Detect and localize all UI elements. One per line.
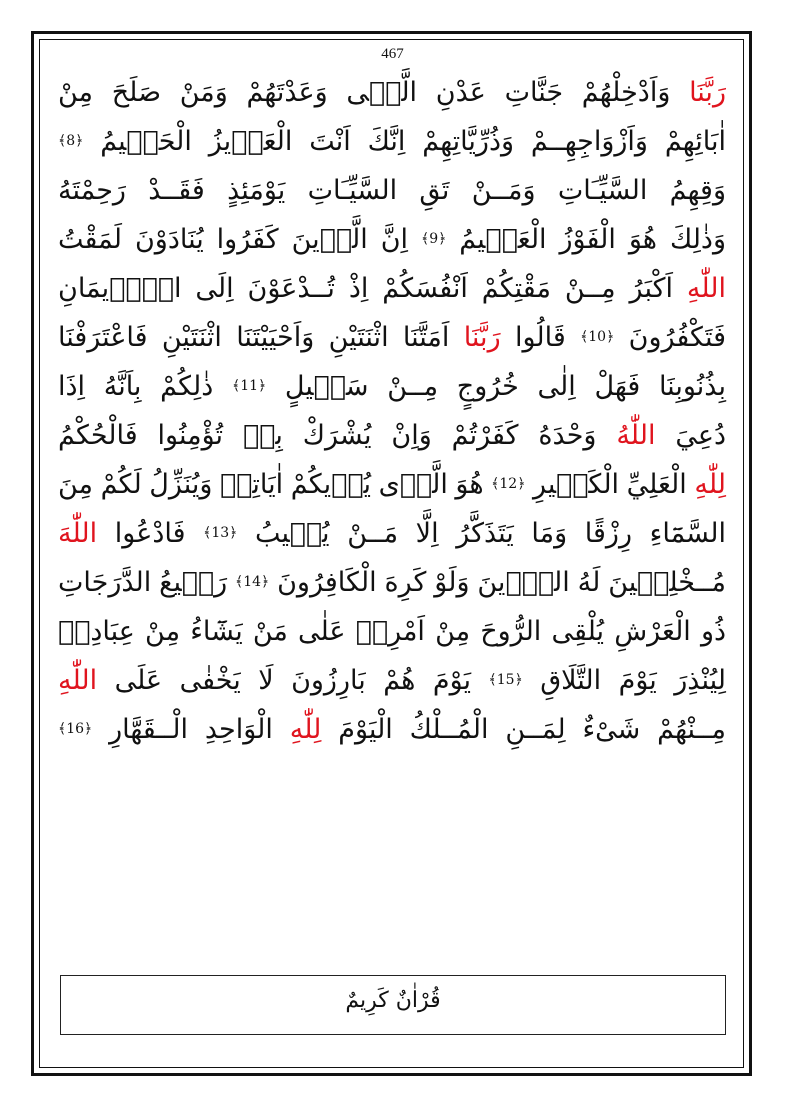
word: وَمَــنْ (471, 175, 536, 206)
ayah-number-marker: ﴿10﴾ (580, 329, 615, 345)
word: الْكَافِرُونَ (277, 567, 377, 598)
word: عَدْنِ (435, 77, 486, 108)
word: عِبَادِهٖ (58, 616, 135, 647)
divine-name-word: لِلّٰهِ (289, 714, 322, 745)
word: كَرِهَ (384, 567, 427, 598)
word: قَالُوا (514, 322, 566, 353)
word: اَنْفُسَكُمْ (382, 273, 468, 304)
word: وَاَزْوَاجِهِــمْ (530, 126, 648, 157)
word: بِهٖ (242, 420, 283, 451)
verse-line (58, 411, 726, 460)
divine-name-word: رَبَّنَا (689, 77, 726, 108)
word: مِنَ (58, 469, 94, 500)
word: عَلَى (114, 665, 163, 696)
footer-title: قُرْاٰنٌ كَرِيمٌ (345, 988, 441, 1013)
word: مِــنْ (387, 371, 439, 402)
word: رَفٖيعُ (159, 567, 228, 598)
word: ذُو (700, 616, 726, 647)
word: اٰيَاتِهٖ (219, 469, 284, 500)
word: اِلٰى (537, 371, 576, 402)
word: الْفَوْزُ (559, 224, 616, 255)
word: صَلَحَ (111, 77, 161, 108)
word: مَنْ (252, 616, 288, 647)
word: وَيُنَزِّلُ (149, 469, 213, 500)
ayah-number-marker: ﴿11﴾ (231, 378, 267, 394)
word: الْعَظٖيمُ (459, 224, 547, 255)
word: يُلْقِى (551, 616, 605, 647)
word: اِلَّا (415, 518, 439, 549)
word: وَاَدْخِلْهُمْ (581, 77, 671, 108)
word: الْوَاحِدِ (204, 714, 273, 745)
word: مُــخْلِصٖينَ (608, 567, 726, 598)
divine-name-word: اللّٰهَ (58, 518, 98, 549)
divine-name-word: اللّٰهُ (616, 420, 656, 451)
word: دُعِيَ (675, 420, 726, 451)
word: اِذَا (58, 371, 86, 402)
word: لِمَــنِ (505, 714, 566, 745)
ayah-number-marker: ﴿13﴾ (203, 525, 238, 541)
word: مِنْ (145, 616, 181, 647)
word: اِلَى (195, 273, 234, 304)
word: مَقْتِكُمْ (481, 273, 551, 304)
word: تَقِ (419, 175, 450, 206)
divine-name-word: لِلّٰهِ (694, 469, 726, 500)
footer-box (60, 975, 726, 1035)
word: كَفَرُوا (216, 224, 279, 255)
word: مِــنْ (564, 273, 616, 304)
word: هُوَ (455, 469, 484, 500)
word: فَاعْتَرَفْنَا (58, 322, 148, 353)
word: الْمُــلْكُ (409, 714, 489, 745)
word: الْيَوْمَ (338, 714, 393, 745)
ayah-number-marker: ﴿12﴾ (491, 476, 526, 492)
ayah-number-marker: ﴿9﴾ (421, 231, 447, 247)
word: وَاَحْيَيْتَنَا (236, 322, 315, 353)
verse-line (58, 264, 726, 313)
word: فَهَلْ (594, 371, 641, 402)
word: يَوْمَ (618, 665, 657, 696)
word: تُؤْمِنُوا (157, 420, 224, 451)
verse-line (58, 509, 726, 558)
word: وَذٰلِكَ (669, 224, 726, 255)
word: الْعَزٖيزُ (208, 126, 293, 157)
word: بِذُنُوبِنَا (658, 371, 726, 402)
word: يَشَٓاءُ (190, 616, 243, 647)
word: اٰبَائِهِمْ (664, 126, 726, 157)
verse-line (58, 313, 726, 362)
word: الَّتٖى (346, 77, 418, 108)
word: الَّذٖينَ (291, 224, 368, 255)
word: جَنَّاتِ (504, 77, 564, 108)
word: وَعَدْتَهُمْ (246, 77, 328, 108)
word: كَفَرْتُمْ (451, 420, 519, 451)
word: رَحِمْتَهُ (58, 175, 126, 206)
word: يَتَذَكَّرُ (456, 518, 514, 549)
ayah-number-marker: ﴿8﴾ (58, 133, 84, 149)
word: الْحَكٖيمُ (100, 126, 192, 157)
word: شَیْءٌ (582, 714, 641, 745)
verse-line (58, 656, 726, 705)
verse-line (58, 705, 726, 754)
word: فَتَكْفُرُونَ (628, 322, 726, 353)
word: يَوْمَ (432, 665, 472, 696)
word: التَّلَاقِ (540, 665, 602, 696)
word: الَّذٖى (378, 469, 448, 500)
divine-name-word: اللّٰهِ (686, 273, 726, 304)
word: لَا (258, 665, 274, 696)
word: وَذُرِّيَّاتِهِمْ (422, 126, 515, 157)
word: الرُّوحَ (480, 616, 542, 647)
word: تُــدْعَوْنَ (247, 273, 335, 304)
word: لَهُ (577, 567, 601, 598)
ayah-number-marker: ﴿14﴾ (234, 574, 270, 590)
word: مَــنْ (347, 518, 399, 549)
word: يُشْرَكْ (302, 420, 372, 451)
word: يَوْمَئِذٍ (227, 175, 286, 206)
word: يَخْفٰى (179, 665, 241, 696)
word: الدَّرَجَاتِ (58, 567, 152, 598)
word: فَادْعُوا (114, 518, 186, 549)
word: وَلَوْ (434, 567, 470, 598)
word: السَّيِّـَاتِ (557, 175, 648, 206)
word: اثْنَتَيْنِ (161, 322, 222, 353)
verse-line (58, 607, 726, 656)
verse-line (58, 460, 726, 509)
word: اثْنَتَيْنِ (328, 322, 389, 353)
word: مِنْ (435, 616, 471, 647)
word: الْعَلِيِّ (626, 469, 687, 500)
word: يُرٖيكُمْ (290, 469, 372, 500)
divine-name-word: رَبَّنَا (463, 322, 501, 353)
word: اَكْبَرُ (629, 273, 673, 304)
word: الْاٖيمَانِ (58, 273, 182, 304)
word: بِاَنَّهُ (103, 371, 142, 402)
word: وَمَا (531, 518, 568, 549)
word: يُنٖيبُ (254, 518, 330, 549)
quran-text-block (58, 68, 726, 754)
word: السَّيِّـَاتِ (307, 175, 398, 206)
word: رِزْقًا (584, 518, 632, 549)
word: وَحْدَهُ (538, 420, 597, 451)
word: الْعَرْشِ (614, 616, 691, 647)
word: الْكَبٖيرِ (532, 469, 620, 500)
ayah-number-marker: ﴿16﴾ (58, 721, 93, 737)
word: هُوَ (628, 224, 657, 255)
word: الْــقَهَّارِ (109, 714, 188, 745)
word: مِــنْهُمْ (657, 714, 726, 745)
word: الدّٖينَ (477, 567, 570, 598)
word: خُرُوجٍ (456, 371, 519, 402)
word: اِنَّ (380, 224, 409, 255)
word: فَالْحُكْمُ (58, 420, 138, 451)
word: فَقَــدْ (148, 175, 205, 206)
verse-line (58, 166, 726, 215)
verse-line (58, 558, 726, 607)
word: مِنْ (58, 77, 94, 108)
word: اِذْ (348, 273, 369, 304)
verse-line (58, 215, 726, 264)
verse-line (58, 117, 726, 166)
word: هُمْ (383, 665, 416, 696)
word: يُنَادَوْنَ (134, 224, 204, 255)
word: وَاِنْ (391, 420, 432, 451)
word: ذٰلِكُمْ (160, 371, 214, 402)
word: اَمْرِهٖ (355, 616, 425, 647)
verse-line (58, 362, 726, 411)
word: عَلٰى (297, 616, 346, 647)
word: لَمَقْتُ (58, 224, 123, 255)
divine-name-word: اللّٰهِ (58, 665, 98, 696)
word: وَمَنْ (179, 77, 228, 108)
word: اَمَتَّنَا (402, 322, 450, 353)
word: لِيُنْذِرَ (674, 665, 726, 696)
word: اِنَّكَ (367, 126, 406, 157)
ayah-number-marker: ﴿15﴾ (488, 672, 523, 688)
word: بَارِزُونَ (291, 665, 366, 696)
word: اَنْتَ (309, 126, 351, 157)
word: وَقِهِمُ (669, 175, 726, 206)
word: سَبٖيلٍ (284, 371, 369, 402)
verse-line (58, 68, 726, 117)
word: لَكُمْ (100, 469, 142, 500)
page-number: 467 (381, 46, 404, 62)
word: السَّمَٓاءِ (649, 518, 726, 549)
